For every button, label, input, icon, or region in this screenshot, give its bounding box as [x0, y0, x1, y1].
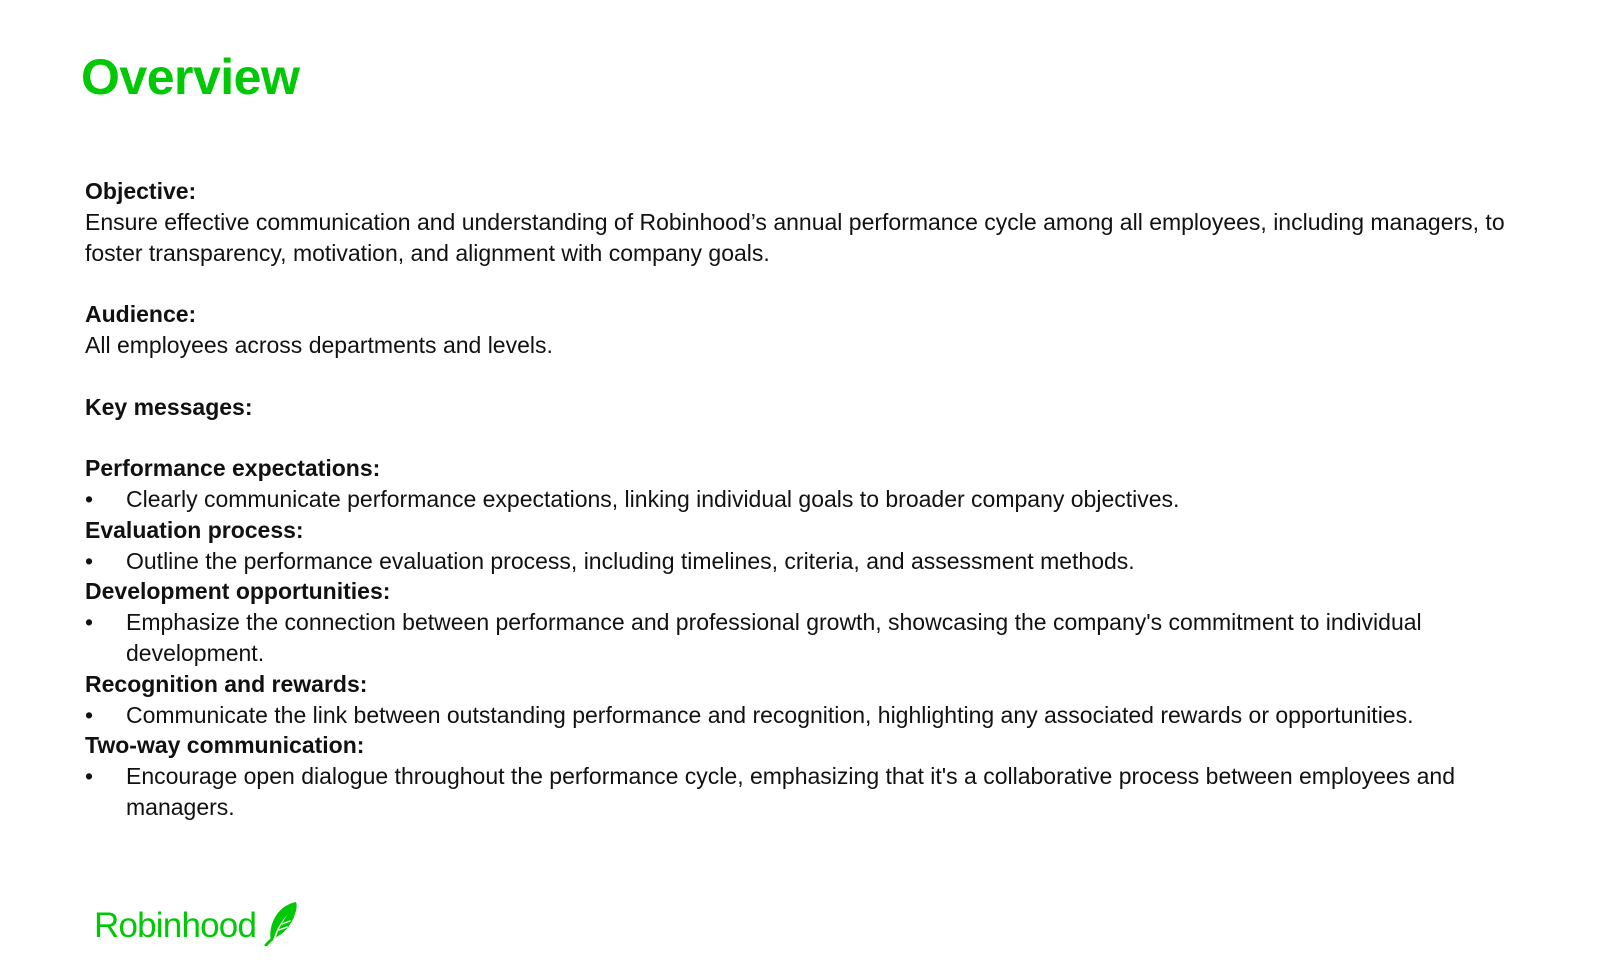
bullet-icon: • [85, 701, 94, 728]
bullet-icon: • [85, 547, 94, 574]
spacer [85, 268, 1535, 299]
bullet-text: Communicate the link between outstanding performance and recognition, highlighting any associated rewards or opportunities. [126, 701, 1414, 728]
key-message-heading: Recognition and rewards: [85, 670, 368, 697]
bullet-icon: • [85, 763, 94, 790]
slide-content [85, 176, 1535, 823]
bullet-icon: • [85, 485, 94, 512]
key-message-heading: Development opportunities: [85, 578, 391, 605]
key-message-heading: Evaluation process: [85, 516, 304, 543]
feather-icon [262, 900, 300, 946]
bullet-item [85, 700, 1535, 731]
bullet-icon: • [85, 609, 94, 636]
bullet-text: Emphasize the connection between performance and professional growth, showcasing the company's commitment to individual development. [126, 609, 1422, 666]
bullet-item [85, 484, 1535, 515]
audience-text: All employees across departments and levels. [85, 331, 553, 358]
bullet-text: Clearly communicate performance expectations, linking individual goals to broader company objectives. [126, 485, 1180, 512]
bullet-item [85, 546, 1535, 577]
key-messages-heading: Key messages: [85, 393, 253, 420]
key-message-heading: Performance expectations: [85, 455, 381, 482]
audience-heading: Audience: [85, 301, 197, 328]
bullet-item [85, 607, 1535, 669]
robinhood-logo [94, 904, 300, 946]
page-title: Overview [81, 49, 300, 105]
objective-text: Ensure effective communication and understanding of Robinhood’s annual performance cycle among all employees, including managers, to foster transparency, motivation, and alignment with company goals. [85, 208, 1505, 266]
bullet-text: Encourage open dialogue throughout the performance cycle, emphasizing that it's a collaborative process between employees and managers. [126, 763, 1455, 820]
bullet-item [85, 761, 1535, 823]
spacer [85, 422, 1535, 453]
key-message-heading: Two-way communication: [85, 732, 365, 759]
bullet-text: Outline the performance evaluation process, including timelines, criteria, and assessment methods. [126, 547, 1135, 574]
spacer [85, 361, 1535, 392]
objective-heading: Objective: [85, 178, 197, 204]
logo-wordmark: Robinhood [94, 905, 257, 945]
